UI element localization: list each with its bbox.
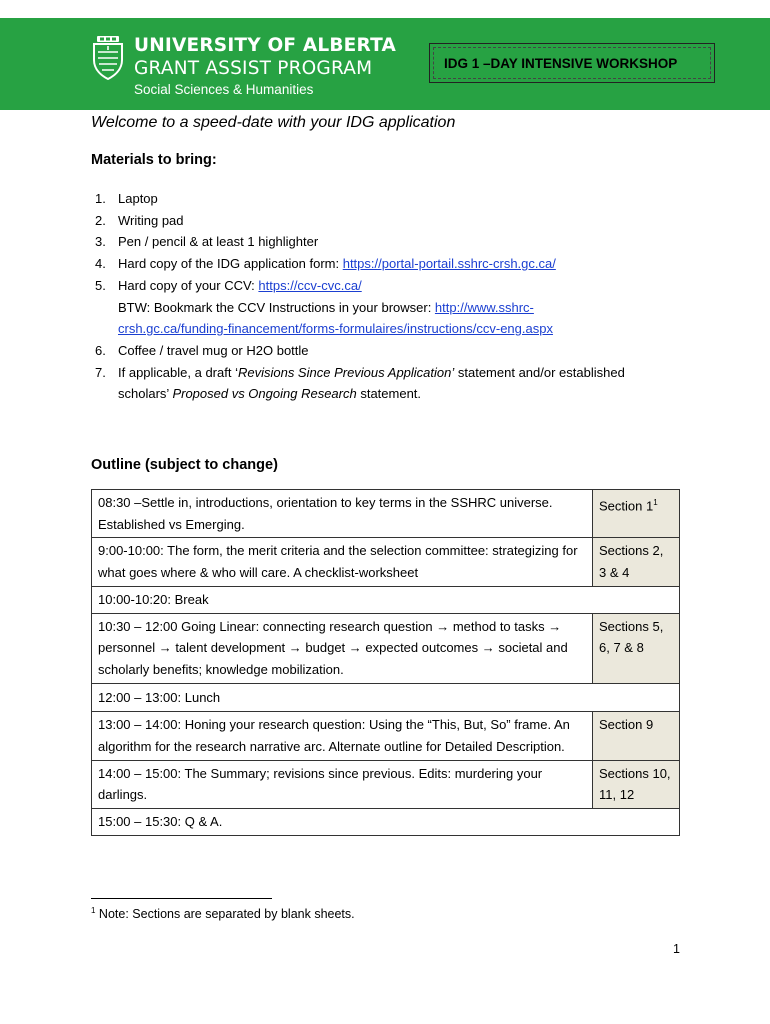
section-cell: Sections 10, 11, 12 xyxy=(593,760,680,808)
table-row xyxy=(92,809,680,836)
session-cell: 14:00 – 15:00: The Summary; revisions since previous. Edits: murdering your darlings. xyxy=(92,760,593,808)
ccv-instructions-link[interactable]: http://www.sshrc- crsh.gc.ca/funding-financement/forms-formulaires/instructions/ccv-eng.aspx xyxy=(118,299,553,337)
workshop-title: IDG 1 –DAY INTENSIVE WORKSHOP xyxy=(433,47,711,79)
page-number: 1 xyxy=(673,942,680,956)
university-crest-icon xyxy=(92,36,124,80)
workshop-title-box xyxy=(429,43,715,83)
list-item: 2. Writing pad xyxy=(95,212,184,228)
session-cell: 08:30 –Settle in, introductions, orientation to key terms in the SSHRC universe. Established vs Emerging. xyxy=(92,490,593,538)
welcome-line: Welcome to a speed-date with your IDG application xyxy=(91,114,456,131)
session-cell: 9:00-10:00: The form, the merit criteria and the selection committee: strategizing for what goes where & who will care. A checklist-worksheet xyxy=(92,538,593,586)
faculty-name: Social Sciences & Humanities xyxy=(134,82,314,97)
table-row xyxy=(92,683,680,712)
table-row xyxy=(92,490,680,538)
materials-list xyxy=(91,188,691,405)
list-item: 3. Pen / pencil & at least 1 highlighter xyxy=(95,234,319,250)
session-cell: 13:00 – 14:00: Honing your research question: Using the “This, But, So” frame. An algorithm for the research narrative arc. Alternate outline for Detailed Description. xyxy=(92,712,593,760)
footnote-ref[interactable]: 1 xyxy=(653,498,658,507)
sshrc-portal-link[interactable]: https://portal-portail.sshrc-crsh.gc.ca/ xyxy=(342,256,556,272)
outline-table xyxy=(91,489,680,836)
materials-heading: Materials to bring: xyxy=(91,152,217,168)
section-cell: Sections 2, 3 & 4 xyxy=(593,538,680,586)
list-item: 1. Laptop xyxy=(95,191,158,206)
section-cell: Sections 5, 6, 7 & 8 xyxy=(593,613,680,683)
list-item: 4. Hard copy of the IDG application form: https://portal-portail.sshrc-crsh.gc.ca/ xyxy=(95,256,556,272)
section-cell: Section 9 xyxy=(593,712,680,760)
table-row xyxy=(92,760,680,808)
session-cell: 12:00 – 13:00: Lunch xyxy=(92,683,680,712)
table-row xyxy=(92,613,680,683)
table-row xyxy=(92,712,680,760)
list-item: 6. Coffee / travel mug or H2O bottle xyxy=(95,342,309,358)
footnote: $^1$ Note: Sections are separated by blank sheets. xyxy=(91,906,355,922)
session-cell: 15:00 – 15:30: Q & A. xyxy=(92,809,680,836)
session-cell: 10:00-10:20: Break xyxy=(92,586,680,613)
program-name: GRANT ASSIST PROGRAM xyxy=(134,58,373,79)
table-row xyxy=(92,538,680,586)
table-row xyxy=(92,586,680,613)
footnote-divider xyxy=(91,898,272,899)
ccv-link[interactable]: https://ccv-cvc.ca/ xyxy=(258,277,362,293)
university-name: UNIVERSITY OF ALBERTA xyxy=(134,35,397,56)
session-cell: 10:30 – 12:00 Going Linear: connecting research question → method to tasks → personnel → talent development → budget → expected outcomes → societal and scholarly benefits; knowledge mobilization. xyxy=(92,613,593,683)
section-cell: Section $1^1$ xyxy=(593,490,680,538)
outline-heading: Outline (subject to change) xyxy=(91,457,278,473)
list-item: 7. If applicable, a draft ‘Revisions Since Previous Application’ statement and/or established scholars’ Proposed vs Ongoing Research statement. xyxy=(95,364,625,402)
list-item: 5. Hard copy of your CCV: https://ccv-cvc.ca/ BTW: Bookmark the CCV Instructions in your browser: http://www.sshrc- crsh.gc.ca/funding-financement/forms-formulaires/instructions/ccv-eng.aspx xyxy=(95,277,553,337)
